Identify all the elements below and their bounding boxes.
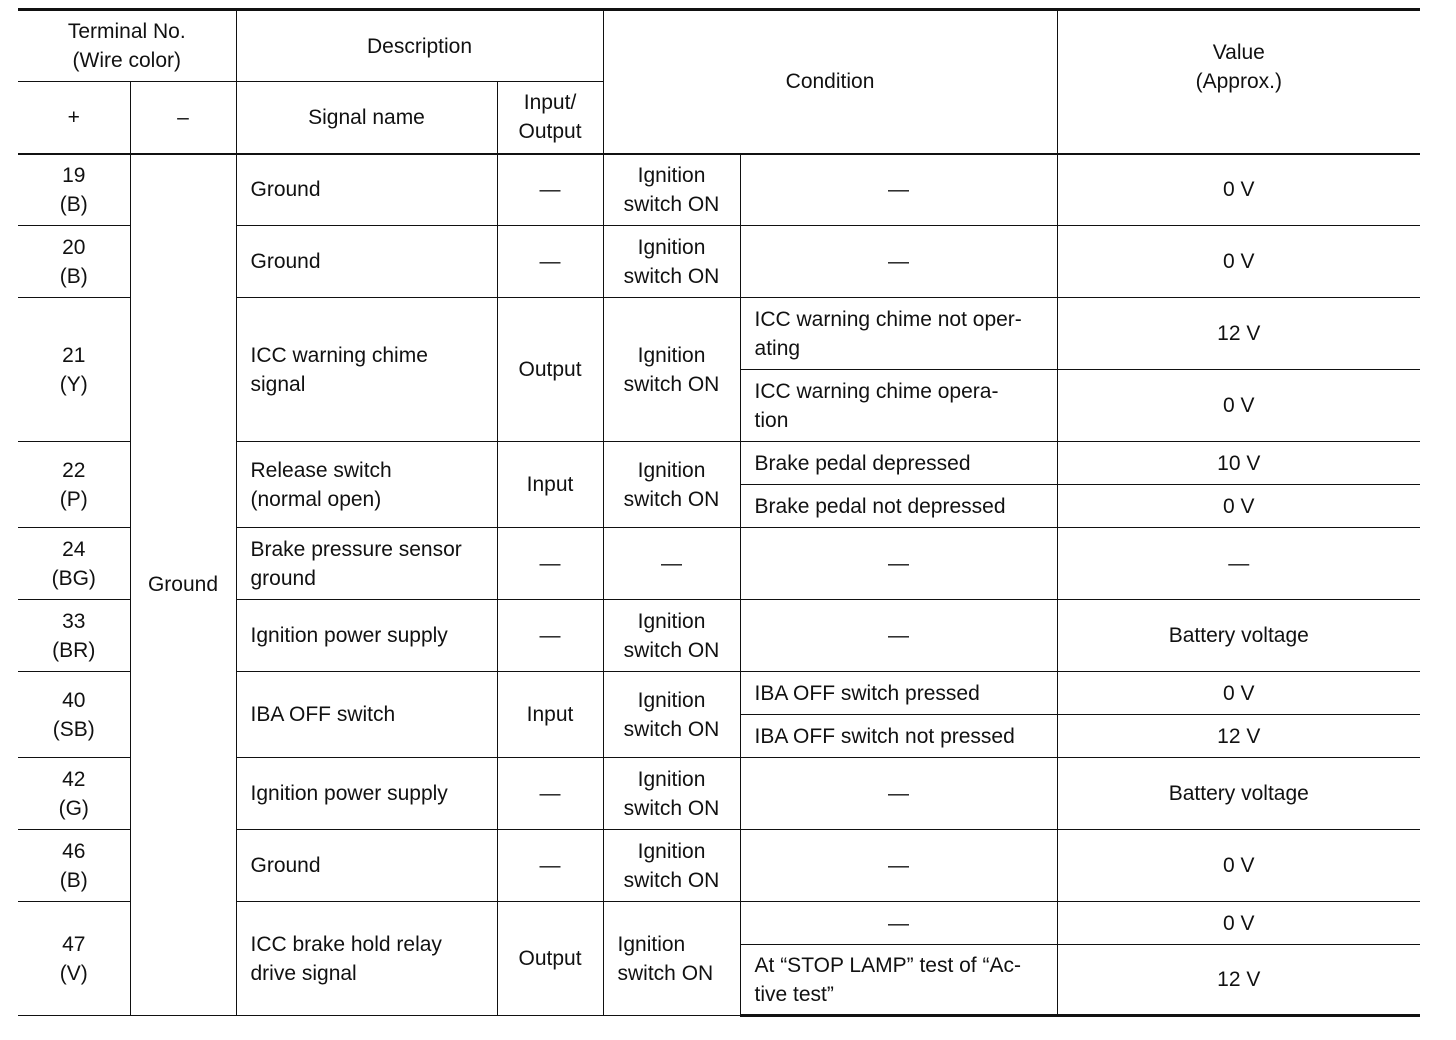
value-cell: 0 V xyxy=(1057,154,1420,226)
condition-cell: Ignition switch ON xyxy=(603,672,740,758)
value-cell: 0 V xyxy=(1057,902,1420,945)
value-cell: 0 V xyxy=(1057,370,1420,442)
condition-cell: Ignition switch ON xyxy=(603,442,740,528)
input-output-cell: — xyxy=(497,154,603,226)
input-output-cell: Output xyxy=(497,298,603,442)
signal-name-cell: ICC brake hold relay drive signal xyxy=(236,902,497,1016)
value-cell: 0 V xyxy=(1057,226,1420,298)
table-body xyxy=(18,154,1420,1016)
header-terminal-no: Terminal No. (Wire color) xyxy=(18,10,236,82)
table-row xyxy=(18,154,1420,226)
signal-name-cell: Brake pressure sensor ground xyxy=(236,528,497,600)
sub-condition-cell: — xyxy=(740,226,1057,298)
condition-cell: Ignition switch ON xyxy=(603,226,740,298)
sub-condition-cell: IBA OFF switch not pressed xyxy=(740,715,1057,758)
signal-name-cell: IBA OFF switch xyxy=(236,672,497,758)
value-cell: 12 V xyxy=(1057,945,1420,1016)
signal-name-cell: Ignition power supply xyxy=(236,758,497,830)
signal-name-cell: Ground xyxy=(236,226,497,298)
input-output-cell: — xyxy=(497,528,603,600)
sub-condition-cell: — xyxy=(740,600,1057,672)
sub-condition-cell: — xyxy=(740,154,1057,226)
input-output-cell: — xyxy=(497,600,603,672)
sub-condition-cell: Brake pedal depressed xyxy=(740,442,1057,485)
condition-cell: Ignition switch ON xyxy=(603,600,740,672)
terminal-spec-table xyxy=(18,8,1420,1017)
sub-condition-cell: At “STOP LAMP” test of “Ac- tive test” xyxy=(740,945,1057,1016)
condition-cell: Ignition switch ON xyxy=(603,758,740,830)
sub-condition-cell: Brake pedal not depressed xyxy=(740,485,1057,528)
ground-cell: Ground xyxy=(130,154,236,1016)
value-cell: 12 V xyxy=(1057,715,1420,758)
input-output-cell: — xyxy=(497,830,603,902)
value-cell: 0 V xyxy=(1057,830,1420,902)
condition-cell: Ignition switch ON xyxy=(603,902,740,1016)
condition-cell: Ignition switch ON xyxy=(603,154,740,226)
header-minus: – xyxy=(130,82,236,154)
value-cell: 10 V xyxy=(1057,442,1420,485)
header-signal-name: Signal name xyxy=(236,82,497,154)
sub-condition-cell: — xyxy=(740,758,1057,830)
sub-condition-cell: — xyxy=(740,528,1057,600)
signal-name-cell: Ground xyxy=(236,830,497,902)
value-cell: 0 V xyxy=(1057,485,1420,528)
terminal-cell: 42 (G) xyxy=(18,758,130,830)
terminal-cell: 46 (B) xyxy=(18,830,130,902)
terminal-cell: 33 (BR) xyxy=(18,600,130,672)
terminal-cell: 20 (B) xyxy=(18,226,130,298)
sub-condition-cell: ICC warning chime not oper- ating xyxy=(740,298,1057,370)
header-plus: + xyxy=(18,82,130,154)
condition-cell: Ignition switch ON xyxy=(603,830,740,902)
input-output-cell: Input xyxy=(497,672,603,758)
signal-name-cell: Ignition power supply xyxy=(236,600,497,672)
sub-condition-cell: — xyxy=(740,902,1057,945)
terminal-cell: 47 (V) xyxy=(18,902,130,1016)
header-description: Description xyxy=(236,10,603,82)
value-cell: 0 V xyxy=(1057,672,1420,715)
sub-condition-cell: — xyxy=(740,830,1057,902)
terminal-cell: 22 (P) xyxy=(18,442,130,528)
input-output-cell: — xyxy=(497,226,603,298)
value-cell: Battery voltage xyxy=(1057,600,1420,672)
signal-name-cell: Release switch (normal open) xyxy=(236,442,497,528)
terminal-cell: 40 (SB) xyxy=(18,672,130,758)
value-cell: Battery voltage xyxy=(1057,758,1420,830)
input-output-cell: Output xyxy=(497,902,603,1016)
header-value: Value (Approx.) xyxy=(1057,10,1420,154)
sub-condition-cell: IBA OFF switch pressed xyxy=(740,672,1057,715)
header-condition: Condition xyxy=(603,10,1057,154)
input-output-cell: Input xyxy=(497,442,603,528)
header-input-output: Input/ Output xyxy=(497,82,603,154)
value-cell: 12 V xyxy=(1057,298,1420,370)
terminal-cell: 24 (BG) xyxy=(18,528,130,600)
condition-cell: Ignition switch ON xyxy=(603,298,740,442)
condition-cell: — xyxy=(603,528,740,600)
terminal-cell: 21 (Y) xyxy=(18,298,130,442)
signal-name-cell: ICC warning chime signal xyxy=(236,298,497,442)
input-output-cell: — xyxy=(497,758,603,830)
sub-condition-cell: ICC warning chime opera- tion xyxy=(740,370,1057,442)
signal-name-cell: Ground xyxy=(236,154,497,226)
value-cell: — xyxy=(1057,528,1420,600)
terminal-cell: 19 (B) xyxy=(18,154,130,226)
